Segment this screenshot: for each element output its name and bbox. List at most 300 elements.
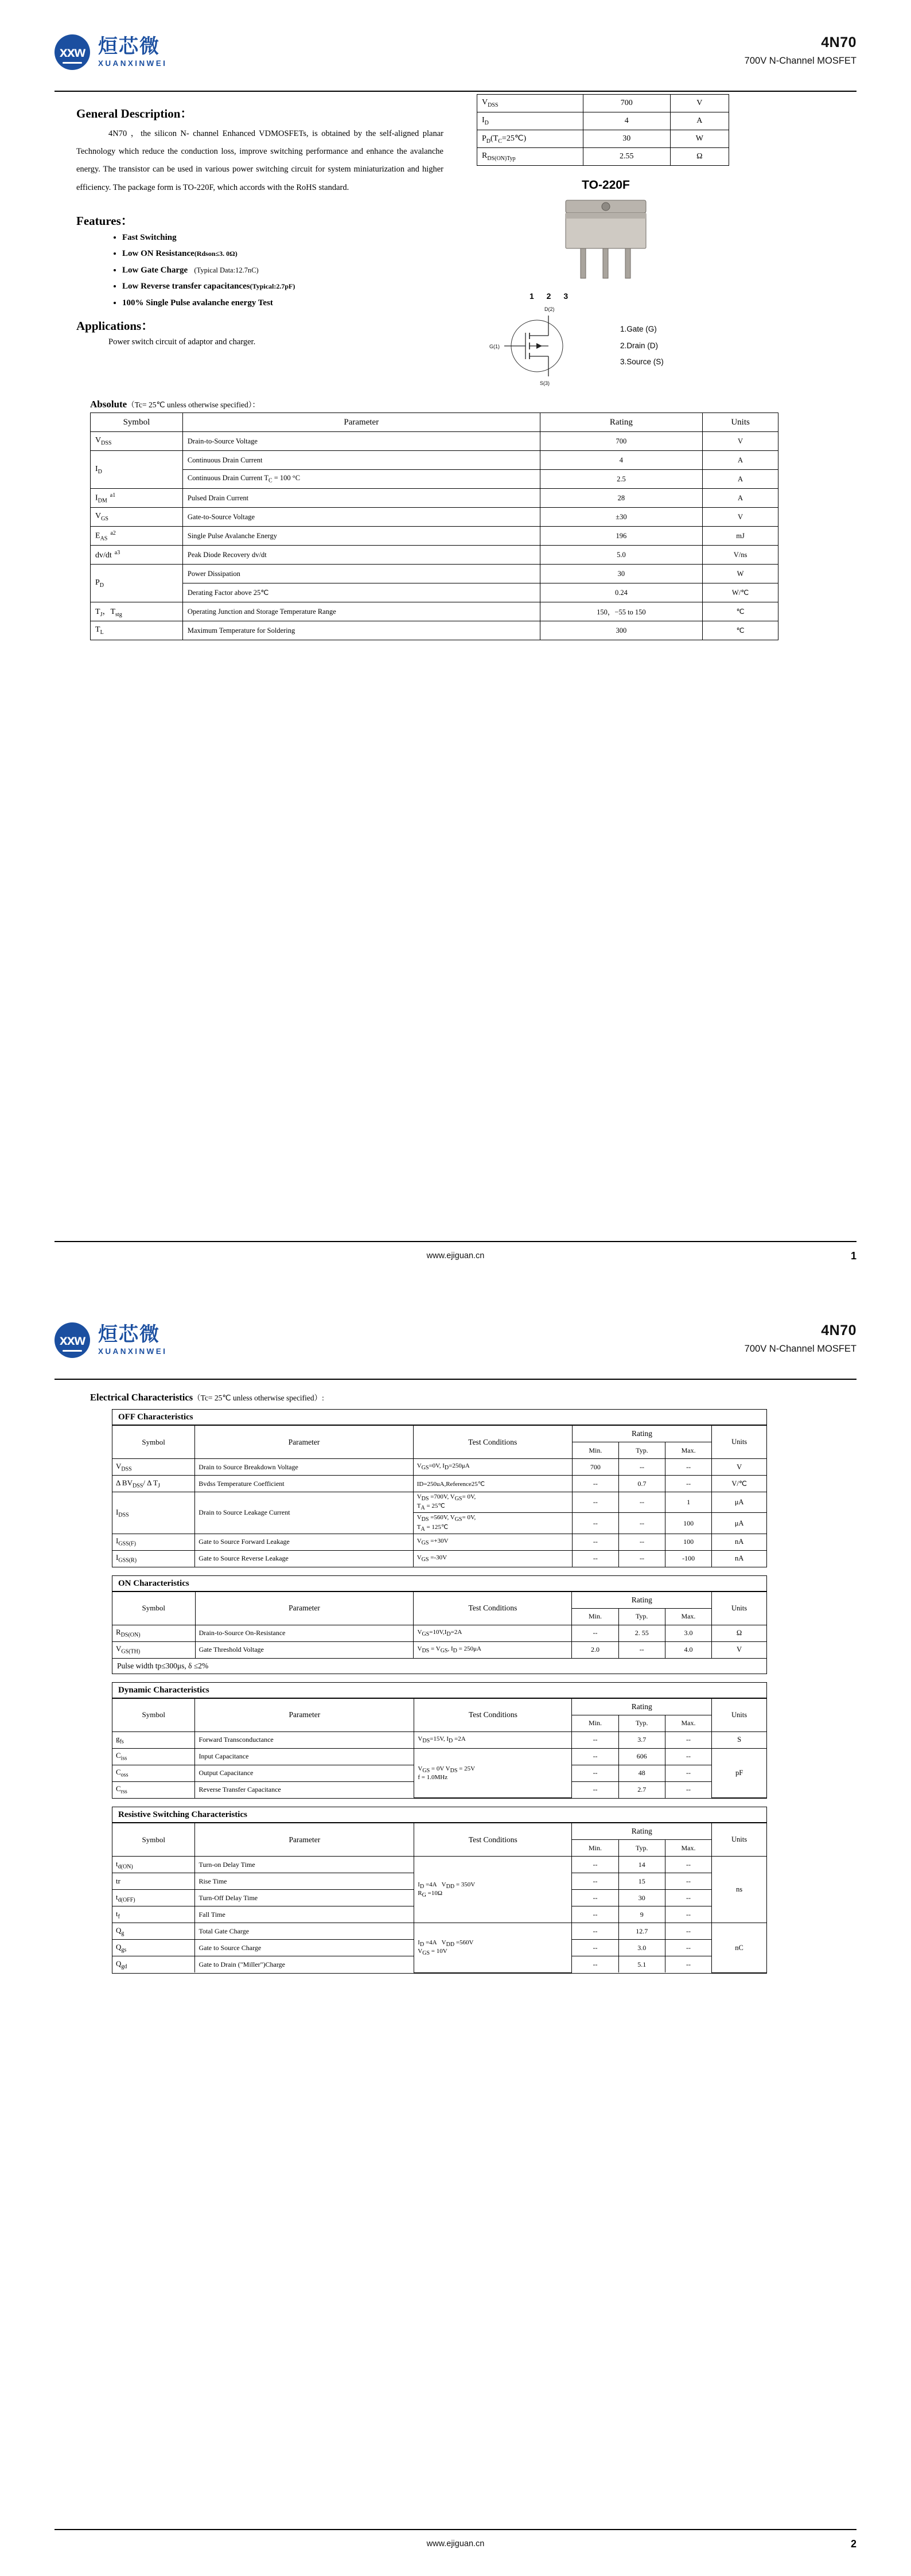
part-description: 700V N-Channel MOSFET — [744, 1344, 857, 1354]
spec-symbol: $I_D$ — [477, 112, 583, 130]
ec-typ: 12.7 — [618, 1923, 665, 1940]
brand-name-en: XUANXINWEI — [98, 1347, 168, 1356]
ec-min: -- — [572, 1476, 618, 1492]
page-number: 1 — [850, 1250, 857, 1262]
amr-rating: 300 — [540, 621, 702, 640]
column-header-rating: Rating — [572, 1698, 712, 1715]
amr-unit: W/℃ — [703, 583, 778, 602]
ec-typ: 3.0 — [618, 1940, 665, 1956]
ec-unit: μA — [712, 1492, 766, 1513]
table-row — [477, 95, 729, 112]
amr-symbol: $I_{DM}$ $^{a1}$ — [91, 489, 183, 508]
page-header — [54, 1322, 857, 1375]
ec-max: -100 — [665, 1550, 712, 1567]
ec-symbol: $Q_{gd}$ — [112, 1956, 195, 1973]
amr-rating: 700 — [540, 432, 702, 451]
ec-typ: 9 — [618, 1906, 665, 1923]
column-header-rating: Rating — [572, 1426, 711, 1442]
table-header-row — [112, 1426, 766, 1442]
ec-max: -- — [665, 1940, 711, 1956]
ec-min: -- — [572, 1781, 618, 1798]
ec-min: -- — [572, 1492, 618, 1513]
ec-max: 100 — [665, 1513, 712, 1534]
general-description-title: General Description： — [76, 107, 193, 120]
ec-max: -- — [665, 1731, 711, 1748]
column-header-parameter: Parameter — [195, 1426, 413, 1459]
table-row — [91, 489, 778, 508]
applications-title: Applications： — [76, 319, 154, 333]
feature-label: Fast Switching — [122, 232, 177, 242]
amr-rating: 28 — [540, 489, 702, 508]
ec-typ: 606 — [618, 1748, 665, 1765]
ec-symbol: $Q_g$ — [112, 1923, 195, 1940]
table-row — [112, 1731, 766, 1748]
column-header-typ: Typ. — [618, 1840, 665, 1857]
dynamic-characteristics-table — [112, 1698, 766, 1799]
ec-min: -- — [572, 1890, 618, 1906]
ec-typ: -- — [618, 1492, 665, 1513]
mosfet-symbol-icon — [477, 303, 609, 389]
summary-spec-table — [477, 94, 729, 166]
feature-note: (Typical:2.7pF) — [250, 282, 295, 291]
pin-item: 1.Gate (G) — [620, 325, 657, 334]
features-title: Features： — [76, 213, 133, 228]
svg-text:D(2): D(2) — [544, 306, 555, 312]
pulse-width-note: Pulse width tp≤300μs, δ ≤2% — [112, 1658, 766, 1674]
ec-symbol: $t_{d(ON)}$ — [112, 1857, 195, 1873]
page-header — [54, 34, 857, 87]
ec-min: 700 — [572, 1459, 618, 1476]
ec-typ: -- — [618, 1641, 665, 1658]
column-header-min: Min. — [572, 1715, 618, 1731]
column-header-conditions: Test Conditions — [414, 1823, 572, 1857]
table-row — [112, 1641, 766, 1658]
block-title: OFF Characteristics — [112, 1410, 766, 1425]
page-2 — [0, 1288, 911, 2576]
ec-condition: $V_{GS} =+30V$ — [413, 1534, 572, 1550]
header-divider — [54, 91, 857, 92]
ec-min: -- — [572, 1857, 618, 1873]
column-header-max: Max. — [665, 1442, 712, 1459]
ec-condition: $V_{DS} = V_{GS}$, $I_D = 250\mu A$ — [414, 1641, 572, 1658]
amr-unit: ℃ — [703, 602, 778, 621]
part-number: 4N70 — [821, 34, 857, 50]
part-description: 700V N-Channel MOSFET — [744, 56, 857, 66]
applications-text: Power switch circuit of adaptor and charger. — [108, 337, 256, 347]
table-row — [112, 1923, 766, 1940]
feature-label: Low ON Resistance — [122, 249, 194, 259]
ec-unit: nA — [712, 1534, 766, 1550]
column-header-units: Units — [712, 1426, 766, 1459]
amr-symbol: $E_{AS}$ $^{a2}$ — [91, 527, 183, 546]
table-row — [477, 112, 729, 130]
ec-parameter: Drain-to-Source On-Resistance — [195, 1625, 414, 1641]
table-row — [91, 432, 778, 451]
column-header-rating: Rating — [572, 1823, 712, 1840]
absolute-maximum-ratings-table — [90, 413, 778, 640]
ec-parameter: Turn-Off Delay Time — [195, 1890, 414, 1906]
footer-url[interactable]: www.ejiguan.cn — [426, 2539, 485, 2548]
ec-label: Electrical Characteristics — [90, 1392, 193, 1403]
ec-max: -- — [665, 1890, 711, 1906]
svg-text:G(1): G(1) — [489, 344, 500, 349]
general-description-text — [76, 125, 443, 197]
spec-value: 4 — [583, 112, 670, 130]
column-header-rating: Rating — [540, 413, 702, 432]
ec-parameter: Gate to Source Charge — [195, 1940, 414, 1956]
ec-parameter: Gate to Drain ("Miller")Charge — [195, 1956, 414, 1973]
footer-divider — [54, 1241, 857, 1242]
ec-unit: V — [712, 1459, 766, 1476]
part-number: 4N70 — [821, 1322, 857, 1338]
ec-symbol: $I_{DSS}$ — [112, 1492, 195, 1534]
ec-condition: $I_D =4A$ $V_{DD} =560V$ $V_{GS} = 10V$ — [414, 1923, 572, 1973]
spec-symbol: $R_{DS(ON)Typ}$ — [477, 148, 583, 166]
ec-unit: nA — [712, 1550, 766, 1567]
amr-parameter: Peak Diode Recovery dv/dt — [182, 546, 540, 565]
ec-condition: （Tc= 25℃ unless otherwise specified）: — [193, 1394, 324, 1402]
brand-logo — [54, 1322, 167, 1358]
absolute-max-condition: （Tc= 25℃ unless otherwise specified）： — [127, 400, 260, 409]
ec-max: -- — [665, 1781, 711, 1798]
ec-max: -- — [665, 1765, 711, 1781]
ec-symbol: $C_{iss}$ — [112, 1748, 195, 1765]
amr-rating: 4 — [540, 451, 702, 470]
ec-parameter: Bvdss Temperature Coefficient — [195, 1476, 413, 1492]
table-row — [112, 1550, 766, 1567]
ec-parameter: Rise Time — [195, 1873, 414, 1890]
footer-divider — [54, 2529, 857, 2530]
ec-min: -- — [572, 1550, 618, 1567]
on-characteristics-table — [112, 1591, 766, 1658]
table-row — [112, 1476, 766, 1492]
amr-symbol: dv/dt $^{a3}$ — [91, 546, 183, 565]
package-name: TO-220F — [582, 178, 630, 192]
table-row — [477, 148, 729, 166]
ec-max: -- — [665, 1857, 711, 1873]
feature-note: (Typical Data:12.7nC) — [194, 266, 259, 274]
spec-unit: W — [670, 130, 729, 148]
table-row — [91, 470, 778, 489]
table-row — [91, 546, 778, 565]
ec-min: -- — [572, 1940, 618, 1956]
ec-condition: ID=250uA,Reference25℃ — [413, 1476, 572, 1492]
ec-parameter: Gate to Source Reverse Leakage — [195, 1550, 413, 1567]
amr-rating: 2.5 — [540, 470, 702, 489]
resistive-switching-block — [112, 1807, 767, 1974]
ec-max: -- — [665, 1476, 712, 1492]
spec-symbol: $V_{DSS}$ — [477, 95, 583, 112]
block-title: ON Characteristics — [112, 1576, 766, 1591]
ec-typ: 2. 55 — [618, 1625, 665, 1641]
pin-assignment-list — [620, 321, 664, 370]
off-characteristics-block — [112, 1409, 767, 1567]
feature-label: Low Gate Charge — [122, 265, 188, 275]
electrical-characteristics-title — [90, 1391, 857, 1403]
amr-parameter: Pulsed Drain Current — [182, 489, 540, 508]
ec-symbol: $V_{DSS}$ — [112, 1459, 195, 1476]
column-header-symbol: Symbol — [91, 413, 183, 432]
resistive-switching-table — [112, 1823, 766, 1973]
column-header-conditions: Test Conditions — [414, 1698, 572, 1731]
ec-min: -- — [572, 1731, 618, 1748]
ec-condition: $V_{GS} =-30V$ — [413, 1550, 572, 1567]
header-divider — [54, 1379, 857, 1380]
block-title: Resistive Switching Characteristics — [112, 1807, 766, 1823]
ec-parameter: Total Gate Charge — [195, 1923, 414, 1940]
ec-condition: $V_{DS}=15V$, $I_D =2A$ — [414, 1731, 572, 1748]
spec-value: 30 — [583, 130, 670, 148]
brand-name-en: XUANXINWEI — [98, 59, 168, 68]
amr-unit: A — [703, 470, 778, 489]
amr-rating: 0.24 — [540, 583, 702, 602]
column-header-symbol: Symbol — [112, 1591, 195, 1625]
ec-symbol: $g_{fs}$ — [112, 1731, 195, 1748]
table-row — [91, 621, 778, 640]
absolute-max-label: Absolute — [90, 399, 127, 410]
spec-symbol: $P_D(T_C=25℃)$ — [477, 130, 583, 148]
amr-parameter: Derating Factor above 25℃ — [182, 583, 540, 602]
table-header-row — [112, 1698, 766, 1715]
table-row — [91, 583, 778, 602]
ec-condition: $V_{GS}=0V$, $I_D=250\mu A$ — [413, 1459, 572, 1476]
column-header-max: Max. — [665, 1608, 711, 1625]
ec-max: 100 — [665, 1534, 712, 1550]
to-220f-package-icon — [511, 196, 700, 287]
page-footer — [54, 1241, 857, 1260]
ec-unit: V — [712, 1641, 766, 1658]
table-row — [91, 565, 778, 583]
table-row — [91, 527, 778, 546]
table-row — [112, 1857, 766, 1873]
column-header-symbol: Symbol — [112, 1426, 195, 1459]
amr-parameter: Maximum Temperature for Soldering — [182, 621, 540, 640]
pin-item: 3.Source (S) — [620, 357, 664, 367]
company-logo-icon: xxw — [54, 34, 90, 70]
ec-parameter: Fall Time — [195, 1906, 414, 1923]
table-row — [91, 508, 778, 527]
ec-max: -- — [665, 1748, 711, 1765]
column-header-symbol: Symbol — [112, 1698, 195, 1731]
amr-unit: A — [703, 489, 778, 508]
ec-unit: μA — [712, 1513, 766, 1534]
ec-symbol: $R_{DS(ON)}$ — [112, 1625, 195, 1641]
column-header-symbol: Symbol — [112, 1823, 195, 1857]
svg-text:S(3): S(3) — [540, 380, 550, 386]
table-row — [91, 602, 778, 621]
amr-unit: A — [703, 451, 778, 470]
amr-unit: mJ — [703, 527, 778, 546]
ec-typ: 15 — [618, 1873, 665, 1890]
ec-unit: nC — [712, 1923, 766, 1973]
ec-parameter: Reverse Transfer Capacitance — [195, 1781, 414, 1798]
ec-condition: $V_{DS} =560V$, $V_{GS}= 0V$, $T_A$ = 125℃ — [413, 1513, 572, 1534]
ec-max: 3.0 — [665, 1625, 711, 1641]
ec-symbol: $C_{rss}$ — [112, 1781, 195, 1798]
ec-typ: -- — [618, 1459, 665, 1476]
amr-parameter: Operating Junction and Storage Temperature Range — [182, 602, 540, 621]
ec-min: -- — [572, 1625, 618, 1641]
block-title: Dynamic Characteristics — [112, 1683, 766, 1698]
ec-parameter: Gate to Source Forward Leakage — [195, 1534, 413, 1550]
column-header-parameter: Parameter — [195, 1591, 414, 1625]
off-characteristics-table — [112, 1425, 766, 1567]
column-header-units: Units — [712, 1823, 766, 1857]
ec-unit: S — [712, 1731, 766, 1748]
spec-unit: Ω — [670, 148, 729, 166]
ec-max: -- — [665, 1923, 711, 1940]
column-header-min: Min. — [572, 1442, 618, 1459]
column-header-typ: Typ. — [618, 1608, 665, 1625]
column-header-min: Min. — [572, 1608, 618, 1625]
ec-parameter: Drain to Source Leakage Current — [195, 1492, 413, 1534]
ec-typ: -- — [618, 1534, 665, 1550]
company-logo-icon: xxw — [54, 1322, 90, 1358]
ec-symbol: Δ $BV_{DSS}/$ Δ $T_J$ — [112, 1476, 195, 1492]
ec-max: 4.0 — [665, 1641, 711, 1658]
table-header-row — [91, 413, 778, 432]
absolute-max-title — [90, 398, 857, 410]
feature-item — [122, 265, 456, 277]
amr-unit: ℃ — [703, 621, 778, 640]
ec-min: -- — [572, 1748, 618, 1765]
column-header-units: Units — [712, 1698, 766, 1731]
feature-item — [122, 232, 456, 244]
general-description-body: 4N70 ，the silicon N- channel Enhanced VDMOSFETs, is obtained by the self-aligned planar Technology which reduce the conduction loss, improve switching performance and enhance the avalanche energy. The transistor can be used in various power switching circuit for system miniaturization and higher efficiency. The package form is TO-220F, which accords with the RoHS standard. — [76, 129, 443, 192]
page-footer — [54, 2529, 857, 2548]
ec-parameter: Output Capacitance — [195, 1765, 414, 1781]
column-header-typ: Typ. — [618, 1715, 665, 1731]
table-row — [112, 1748, 766, 1765]
amr-symbol: $I_D$ — [91, 451, 183, 489]
amr-parameter: Single Pulse Avalanche Energy — [182, 527, 540, 546]
amr-parameter: Power Dissipation — [182, 565, 540, 583]
column-header-units: Units — [712, 1591, 766, 1625]
ec-symbol: $V_{GS(TH)}$ — [112, 1641, 195, 1658]
ec-min: -- — [572, 1513, 618, 1534]
feature-label: Low Reverse transfer capacitances — [122, 282, 250, 291]
column-header-rating: Rating — [572, 1591, 712, 1608]
amr-parameter: Drain-to-Source Voltage — [182, 432, 540, 451]
pin-item: 2.Drain (D) — [620, 341, 659, 350]
ec-max: 1 — [665, 1492, 712, 1513]
feature-note: (Rdson≤3. 0Ω) — [194, 250, 238, 258]
ec-min: -- — [572, 1923, 618, 1940]
spec-unit: A — [670, 112, 729, 130]
spec-value: 700 — [583, 95, 670, 112]
amr-parameter: Continuous Drain Current $T_C = 100$ °C — [182, 470, 540, 489]
ec-condition: $I_D =4A$ $V_{DD} = 350V$ $R_G =10\Omega$ — [414, 1857, 572, 1923]
brand-name-cn: 烜芯微 — [98, 1324, 160, 1346]
ec-parameter: Input Capacitance — [195, 1748, 414, 1765]
dynamic-characteristics-block — [112, 1682, 767, 1799]
ec-typ: -- — [618, 1513, 665, 1534]
ec-typ: 14 — [618, 1857, 665, 1873]
amr-rating: 196 — [540, 527, 702, 546]
ec-min: -- — [572, 1956, 618, 1973]
ec-min: 2.0 — [572, 1641, 618, 1658]
amr-unit: V/ns — [703, 546, 778, 565]
column-header-conditions: Test Conditions — [414, 1591, 572, 1625]
ec-condition: $V_{DS} =700V$, $V_{GS}= 0V$, $T_A$ = 25℃ — [413, 1492, 572, 1513]
column-header-conditions: Test Conditions — [413, 1426, 572, 1459]
ec-typ: 5.1 — [618, 1956, 665, 1973]
amr-unit: V — [703, 432, 778, 451]
column-header-parameter: Parameter — [195, 1698, 414, 1731]
ec-unit: V/℃ — [712, 1476, 766, 1492]
amr-parameter: Continuous Drain Current — [182, 451, 540, 470]
amr-symbol: $V_{DSS}$ — [91, 432, 183, 451]
ec-typ: 0.7 — [618, 1476, 665, 1492]
ec-max: -- — [665, 1906, 711, 1923]
package-drawing — [477, 196, 735, 290]
ec-symbol: $I_{GSS(F)}$ — [112, 1534, 195, 1550]
ec-unit: Ω — [712, 1625, 766, 1641]
footer-url[interactable]: www.ejiguan.cn — [426, 1251, 485, 1260]
ec-typ: -- — [618, 1550, 665, 1567]
ec-unit: ns — [712, 1857, 766, 1923]
column-header-max: Max. — [665, 1715, 711, 1731]
amr-rating: ±30 — [540, 508, 702, 527]
ec-min: -- — [572, 1534, 618, 1550]
spec-value: 2.55 — [583, 148, 670, 166]
ec-max: -- — [665, 1459, 712, 1476]
ec-min: -- — [572, 1906, 618, 1923]
feature-item — [122, 248, 456, 260]
feature-item — [122, 298, 456, 309]
column-header-parameter: Parameter — [195, 1823, 414, 1857]
amr-parameter: Gate-to-Source Voltage — [182, 508, 540, 527]
ec-parameter: Turn-on Delay Time — [195, 1857, 414, 1873]
ec-symbol: $t_{d(OFF)}$ — [112, 1890, 195, 1906]
table-row — [112, 1625, 766, 1641]
ec-condition: $V_{GS} = 0V$ $V_{DS} = 25V$ f = 1.0MHz — [414, 1748, 572, 1798]
table-row — [91, 451, 778, 470]
amr-unit: W — [703, 565, 778, 583]
amr-rating: 150，−55 to 150 — [540, 602, 702, 621]
table-row — [112, 1534, 766, 1550]
page-number: 2 — [850, 2538, 857, 2550]
brand-logo — [54, 34, 167, 70]
table-row — [477, 130, 729, 148]
features-list — [99, 232, 456, 309]
ec-typ: 2.7 — [618, 1781, 665, 1798]
on-characteristics-block — [112, 1575, 767, 1674]
table-row — [112, 1492, 766, 1513]
ec-min: -- — [572, 1873, 618, 1890]
ec-min: -- — [572, 1765, 618, 1781]
package-pin-numbers: 1 2 3 — [530, 291, 574, 301]
ec-symbol: $Q_{gs}$ — [112, 1940, 195, 1956]
feature-item — [122, 281, 456, 293]
ec-max: -- — [665, 1873, 711, 1890]
column-header-parameter: Parameter — [182, 413, 540, 432]
amr-symbol: $P_D$ — [91, 565, 183, 602]
amr-rating: 5.0 — [540, 546, 702, 565]
spec-unit: V — [670, 95, 729, 112]
table-header-row — [112, 1823, 766, 1840]
amr-symbol: $T_J$，$T_{stg}$ — [91, 602, 183, 621]
ec-symbol: $t_f$ — [112, 1906, 195, 1923]
ec-condition: $V_{GS}=10V,I_D=2A$ — [414, 1625, 572, 1641]
column-header-units: Units — [703, 413, 778, 432]
ec-unit: pF — [712, 1748, 766, 1798]
ec-parameter: Drain to Source Breakdown Voltage — [195, 1459, 413, 1476]
ec-symbol: $I_{GSS(R)}$ — [112, 1550, 195, 1567]
ec-typ: 3.7 — [618, 1731, 665, 1748]
column-header-max: Max. — [665, 1840, 711, 1857]
ec-symbol: tr — [112, 1873, 195, 1890]
